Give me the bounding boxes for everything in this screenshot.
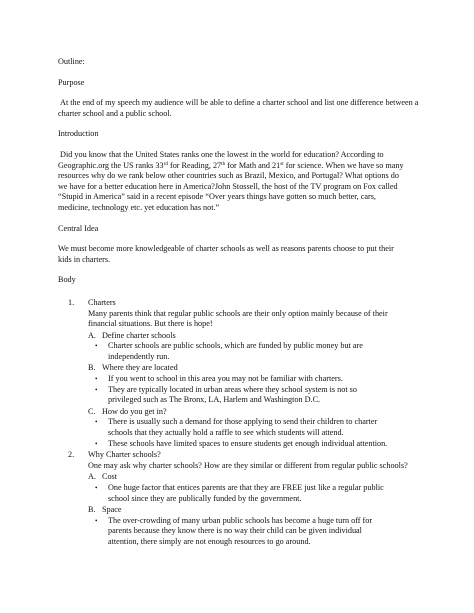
subsection-letter: C. [88,406,96,416]
purpose-text [58,98,420,119]
section-intro [88,309,420,330]
central-idea-heading: Central Idea [58,223,99,233]
intro-line-2 [58,161,420,172]
subsection-letter: B. [88,505,96,515]
subsection-letter: A. [88,472,96,482]
intro-line-2c: for Math and 21 [225,160,281,170]
intro-line-1-text: Did you know that the United States ranks one the lowest in the world for education? According to [60,149,384,159]
section-intro [88,461,420,472]
bullet-text [108,439,420,450]
section-intro-line: Many parents think that regular public schools are their only option mainly because of their [88,308,388,318]
introduction-heading: Introduction [58,129,99,139]
introduction-paragraph [58,150,420,214]
bullet-glyph: • [95,342,98,351]
bullet-line: They are typically located in urban areas where they school system is not so [108,384,357,394]
subsection-title-row [88,472,420,483]
section-title-row [58,450,420,461]
bullet-line: The over-crowding of many urban public schools has become a huge turn off for [108,515,373,525]
section-intro-line: One may ask why charter schools? How are they similar or different from regular public schools? [88,460,408,470]
bullet-text [108,483,420,504]
intro-line-2d: for science. When we have so many [283,160,404,170]
bullet-line: attention, there simply are not enough resources to go around. [108,536,311,546]
central-idea-line-2: kids in charters. [58,254,111,264]
bullet-item [93,483,420,504]
superscript-th: th [221,160,226,167]
intro-line-3: resources why do we rank below other countries such as Brazil, Mexico, and Portugal? What options do [58,171,399,181]
superscript-st: st [280,160,284,167]
bullet-glyph: • [95,516,98,525]
outline-label: Outline: [58,57,85,66]
section-title-row [58,298,420,309]
bullet-text [108,417,420,438]
intro-line-4: we have for a better education here in America?John Stossell, the host of the TV program on Fox called [58,181,398,191]
purpose-heading: Purpose [58,77,85,87]
subsection-title: Where they are located [102,363,178,373]
subsection-title-row [88,363,420,374]
subsection-letter: B. [88,363,96,373]
bullet-line: One huge factor that entices parents are that they are FREE just like a regular public [108,483,384,492]
bullet-item [93,417,420,438]
intro-line-2a: Geographic.org the US ranks 33 [58,160,164,170]
superscript-rd: rd [163,160,168,167]
purpose-text-content: At the end of my speech my audience will be able to define a charter school and list one difference between a charter school and a public school. [58,98,419,118]
subsection-title-row [88,331,420,342]
subsection-letter: A. [88,330,96,340]
outline-section [58,450,420,547]
section-title: Charters [88,297,116,307]
outline-section [58,298,420,449]
bullet-line: independently run. [108,351,170,361]
section-number: 1. [68,297,75,307]
body-outline [58,298,420,548]
subsection-title-row [88,407,420,418]
bullet-item [93,439,420,450]
subsection-title-row [88,505,420,516]
intro-line-6: medicine, technology etc. yet education has not.” [58,202,220,212]
bullet-item [93,341,420,362]
subsection-title: Cost [102,472,118,482]
bullet-glyph: • [95,484,98,492]
subsection-title: How do you get in? [102,406,167,416]
bullet-text [108,385,420,406]
bullet-item [93,374,420,385]
bullet-glyph: • [95,439,98,448]
section-title: Why Charter schools? [88,450,161,460]
section-intro-line: financial situations. But there is hope! [88,319,213,329]
bullet-line: school since they are publically funded by the government. [108,493,302,503]
subsection-title: Define charter schools [102,330,176,340]
bullet-glyph: • [95,375,98,384]
bullet-text [108,374,420,385]
intro-line-1 [58,150,420,161]
section-number: 2. [68,450,75,460]
bullet-line: parents because they know there is no way their child can be given individual [108,526,362,536]
bullet-text [108,516,420,548]
bullet-text [108,341,420,362]
subsection-title: Space [102,505,122,515]
bullet-line: privileged such as The Bronx, LA, Harlem and Washington D.C. [108,395,321,405]
bullet-line: Charter schools are public schools, which are funded by public money but are [108,341,363,351]
intro-line-2b: for Reading, 27 [167,160,222,170]
intro-line-5: “Stupid in America” said in a recent episode “Over years things have gotten so much better, cars, [58,192,376,202]
bullet-glyph: • [95,418,98,427]
bullet-line: These schools have limited spaces to ensure students get enough individual attention. [108,438,388,448]
bullet-line: There is usually such a demand for those applying to send their children to charter [108,417,378,427]
bullet-item [93,516,420,548]
bullet-line: If you went to school in this area you may not be familiar with charters. [108,374,343,384]
bullet-item [93,385,420,406]
bullet-glyph: • [95,385,98,394]
body-heading: Body [58,275,76,285]
central-idea-line-1: We must become more knowledgeable of charter schools as well as reasons parents choose to put their [58,244,394,254]
bullet-line: schools that they actually hold a raffle to see which students will attend. [108,428,344,438]
